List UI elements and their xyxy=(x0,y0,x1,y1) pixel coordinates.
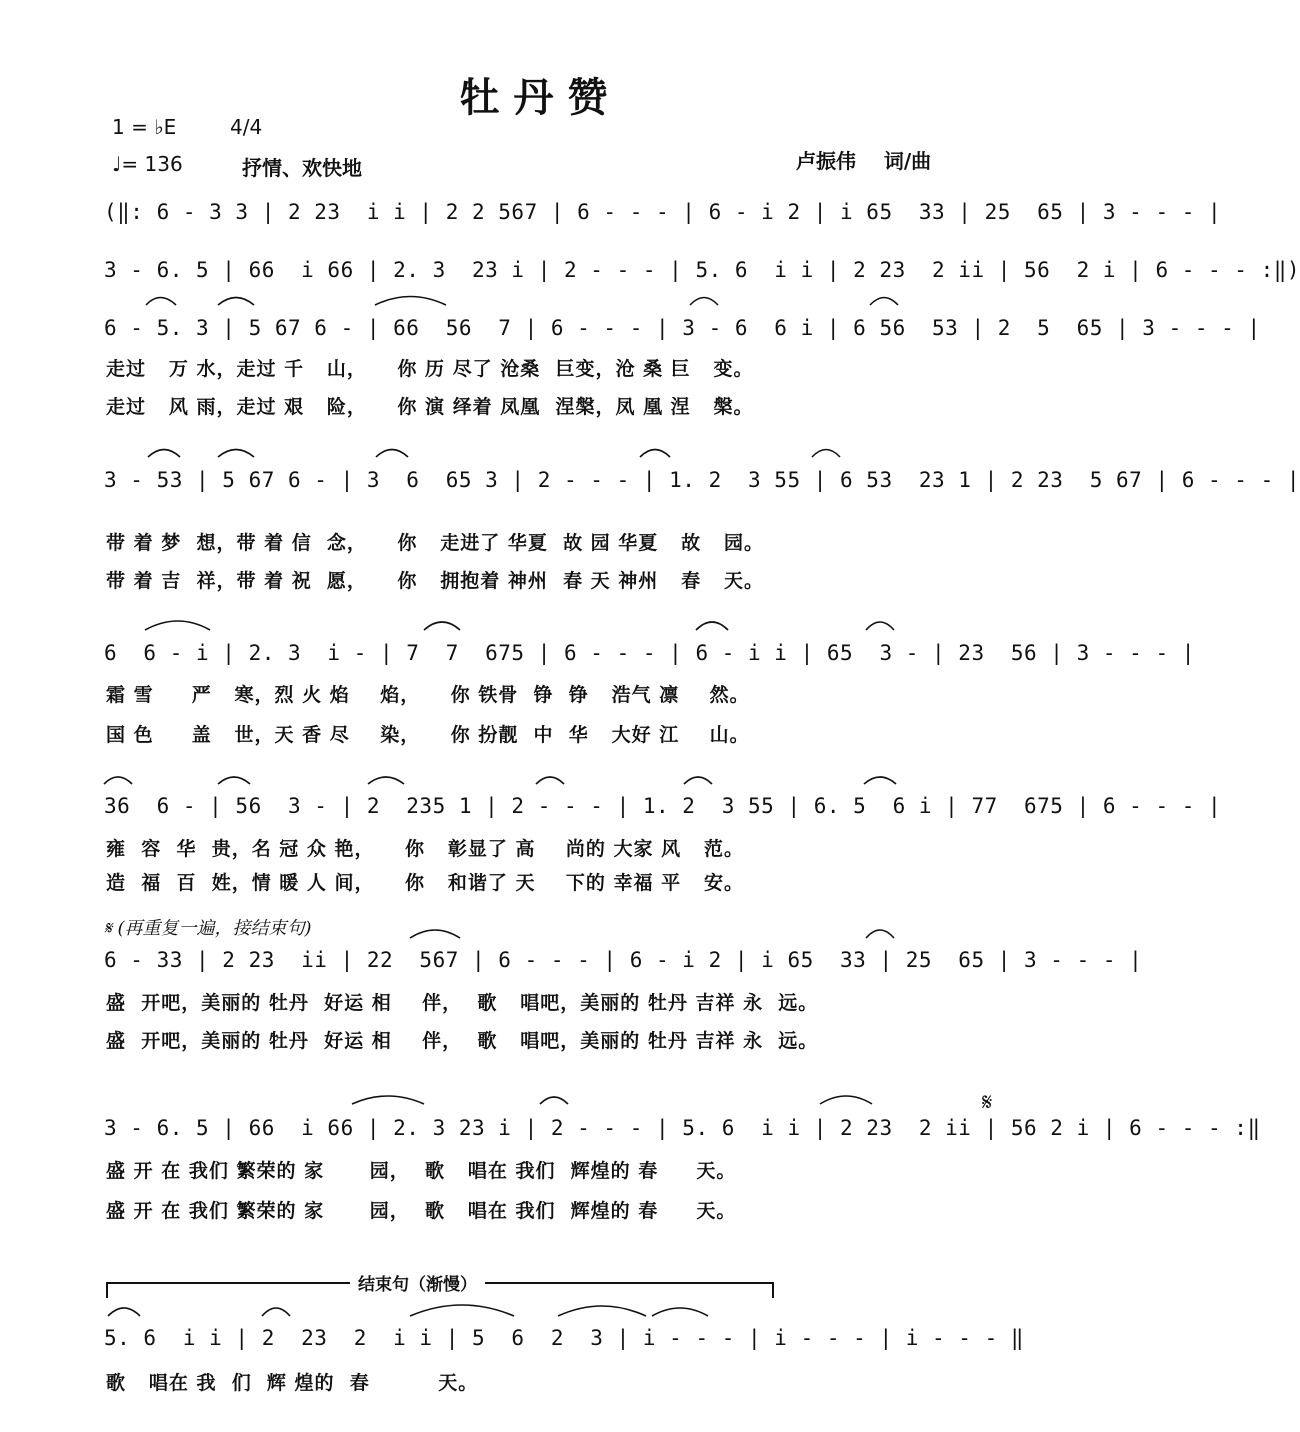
system-3-lyrics-verse-2: 国 色 盖 世，天 香 尽 染， 你 扮靓 中 华 大好 江 山。 xyxy=(106,724,750,746)
system-4-notes: 36 6 - | 56 3 - | 2 235 1 | 2 - - - | 1. 2 3 55 | 6. 5 6 i | 77 675 | 6 - - - | xyxy=(104,794,1222,818)
repeat-instruction: 𝄋 (再重复一遍，接结束句) xyxy=(104,918,312,939)
intro-notes-line-2: 3 - 6. 5 | 66 i 66 | 2. 3 23 i | 2 - - - | 5. 6 i i | 2 23 2 ii | 56 2 i | 6 - - - :‖) xyxy=(104,258,1300,282)
intro-notes-line-1: (‖: 6 - 3 3 | 2 23 i i | 2 2 567 | 6 - - - | 6 - i 2 | i 65 33 | 25 65 | 3 - - - | xyxy=(104,200,1222,224)
system-6-notes: 3 - 6. 5 | 66 i 66 | 2. 3 23 i | 2 - - - | 5. 6 i i | 2 23 2 ii | 56 2 i | 6 - - - :‖ xyxy=(104,1116,1261,1140)
system-1-lyrics-verse-2: 走过 风 雨，走过 艰 险， 你 演 绎着 凤凰 涅槃，凤 凰 涅 槃。 xyxy=(106,396,754,418)
system-1-notes: 6 - 5. 3 | 5 67 6 - | 66 56 7 | 6 - - - | 3 - 6 6 i | 6 56 53 | 2 5 65 | 3 - - - | xyxy=(104,316,1261,340)
system-2-lyrics-verse-1: 带 着 梦 想，带 着 信 念， 你 走进了 华夏 故 园 华夏 故 园。 xyxy=(106,532,764,554)
system-5-lyrics-verse-2: 盛 开吧，美丽的 牡丹 好运 相 伴， 歌 唱吧，美丽的 牡丹 吉祥 永 远。 xyxy=(106,1030,819,1052)
expression-marking: 抒情、欢快地 xyxy=(242,156,362,180)
tempo-marking: ♩= 136 xyxy=(112,152,183,176)
page-title: 牡丹赞 xyxy=(459,74,622,121)
coda-notes: 5. 6 i i | 2 23 2 i i | 5 6 2 3 | i - - - | i - - - | i - - - ‖ xyxy=(104,1326,1025,1350)
system-3-lyrics-verse-1: 霜 雪 严 寒，烈 火 焰 焰， 你 铁骨 铮 铮 浩气 凛 然。 xyxy=(106,684,750,706)
system-5-notes: 6 - 33 | 2 23 ii | 22 567 | 6 - - - | 6 - i 2 | i 65 33 | 25 65 | 3 - - - | xyxy=(104,948,1143,972)
system-4-lyrics-verse-2: 造 福 百 姓，情 暖 人 间， 你 和谐了 天 下的 幸福 平 安。 xyxy=(106,872,744,894)
system-4-lyrics-verse-1: 雍 容 华 贵，名 冠 众 艳， 你 彰显了 高 尚的 大家 风 范。 xyxy=(106,838,744,860)
time-signature: 4/4 xyxy=(230,115,263,139)
coda-lyrics: 歌 唱在 我 们 辉 煌的 春 天。 xyxy=(106,1372,479,1394)
system-6-lyrics-verse-1: 盛 开 在 我们 繁荣的 家 园， 歌 唱在 我们 辉煌的 春 天。 xyxy=(106,1160,737,1182)
key-signature: 1 = ♭E xyxy=(112,115,177,139)
system-2-notes: 3 - 53 | 5 67 6 - | 3 6 65 3 | 2 - - - | 1. 2 3 55 | 6 53 23 1 | 2 23 5 67 | 6 - - - | xyxy=(104,468,1300,492)
system-6-lyrics-verse-2: 盛 开 在 我们 繁荣的 家 园， 歌 唱在 我们 辉煌的 春 天。 xyxy=(106,1200,737,1222)
system-5-lyrics-verse-1: 盛 开吧，美丽的 牡丹 好运 相 伴， 歌 唱吧，美丽的 牡丹 吉祥 永 远。 xyxy=(106,992,819,1014)
composer-credit: 卢振伟 词/曲 xyxy=(796,149,932,173)
system-2-lyrics-verse-2: 带 着 吉 祥，带 着 祝 愿， 你 拥抱着 神州 春 天 神州 春 天。 xyxy=(106,570,764,592)
coda-label: 结束句（渐慢） xyxy=(350,1270,485,1295)
system-1-lyrics-verse-1: 走过 万 水，走过 千 山， 你 历 尽了 沧桑 巨变，沧 桑 巨 变。 xyxy=(106,358,754,380)
system-3-notes: 6 6 - i | 2. 3 i - | 7 7 675 | 6 - - - | 6 - i i | 65 3 - | 23 56 | 3 - - - | xyxy=(104,641,1195,665)
segno-sign: 𝄋 xyxy=(982,1088,993,1116)
